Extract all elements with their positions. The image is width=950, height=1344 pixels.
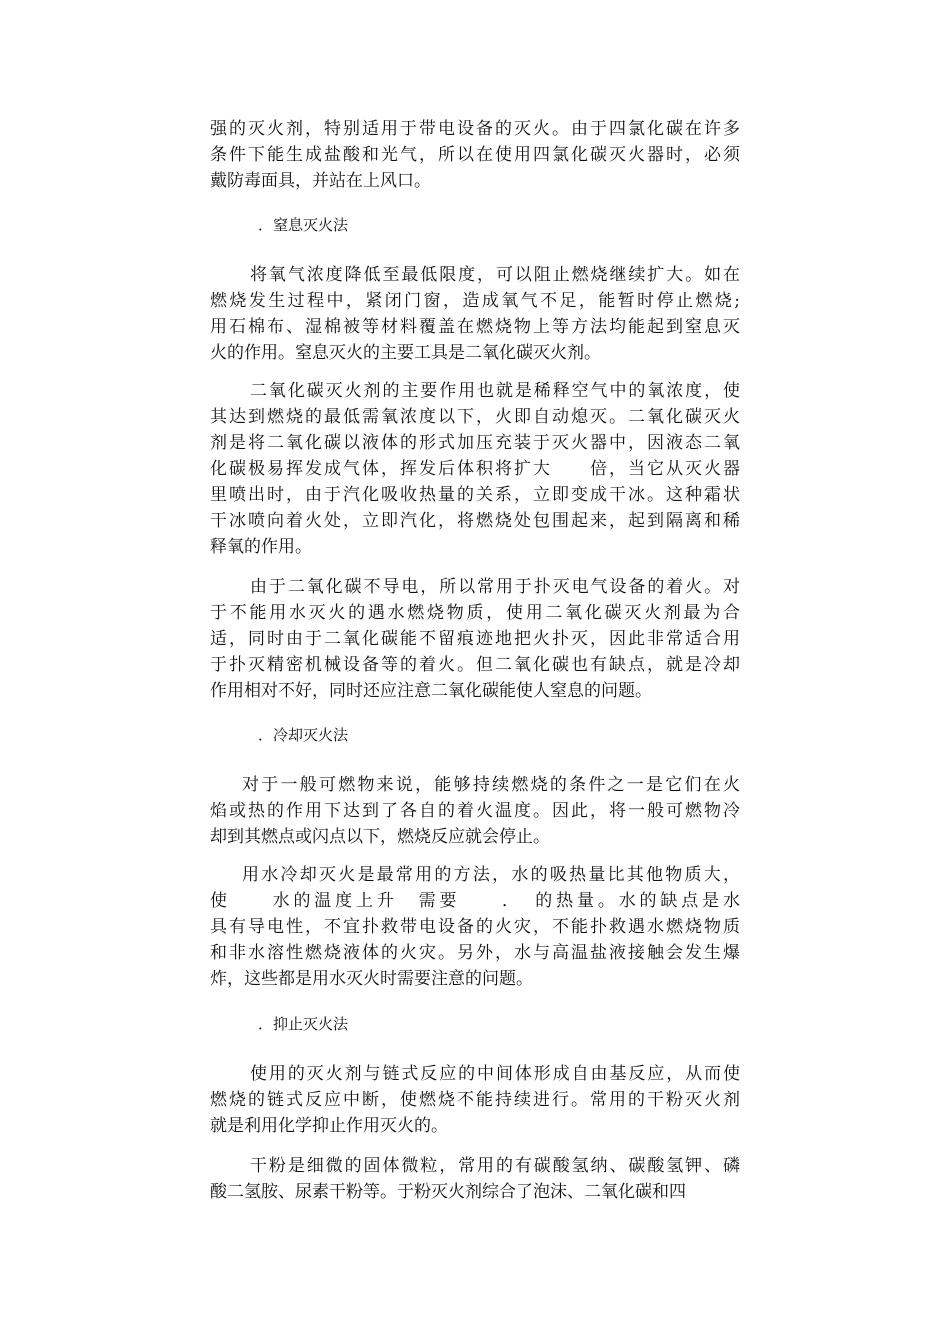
paragraph-line: 燃烧发生过程中，紧闭门窗，造成氧气不足，能暂时停止燃烧; (210, 291, 740, 311)
paragraph-line: 对于一般可燃物来说，能够持续燃烧的条件之一是它们在火 (242, 775, 740, 795)
paragraph-line: 条件下能生成盐酸和光气，所以在使用四氯化碳灭火器时，必须 (210, 145, 740, 165)
paragraph-line: 使 水的温度上升 需要 ． 的热量。水的缺点是水 (210, 891, 740, 911)
paragraph-line: 酸二氢胺、尿素干粉等。于粉灭火剂综合了泡沫、二氧化碳和四 (210, 1182, 686, 1202)
paragraph-line: 火的作用。窒息灭火的主要工具是二氧化碳灭火剂。 (210, 343, 601, 363)
paragraph-line: 焰或热的作用下达到了各自的着火温度。因此，将一般可燃物冷 (210, 801, 740, 821)
paragraph-line: 戴防毒面具，并站在上风口。 (210, 171, 431, 191)
paragraph-line: 用水冷却灭火是最常用的方法，水的吸热量比其他物质大， (242, 865, 740, 885)
paragraph-line: 于不能用水灭火的遇水燃烧物质，使用二氧化碳灭火剂最为合 (210, 603, 740, 623)
paragraph-line: 作用相对不好，同时还应注意二氧化碳能使人窒息的问题。 (210, 681, 652, 701)
paragraph-line: 剂是将二氧化碳以液体的形式加压充装于灭火器中，因液态二氧 (210, 433, 740, 453)
paragraph-line: 释氧的作用。 (210, 537, 312, 557)
paragraph-line: 化碳极易挥发成气体，挥发后体积将扩大 倍，当它从灭火器 (210, 459, 740, 479)
paragraph-line: 适，同时由于二氧化碳能不留痕迹地把火扑灭，因此非常适合用 (210, 629, 740, 649)
paragraph-line: 具有导电性，不宜扑救带电设备的火灾，不能扑救遇水燃烧物质 (210, 917, 740, 937)
paragraph-line: 炸，这些都是用水灭火时需要注意的问题。 (210, 969, 533, 989)
paragraph-line: 强的灭火剂，特别适用于带电设备的灭火。由于四氯化碳在许多 (210, 119, 740, 139)
paragraph-line: 其达到燃烧的最低需氧浓度以下，火即自动熄灭。二氧化碳灭火 (210, 407, 740, 427)
paragraph-line: 燃烧的链式反应中断，使燃烧不能持续进行。常用的干粉灭火剂 (210, 1090, 740, 1110)
section-heading: ．窒息灭火法 (258, 216, 349, 234)
paragraph-line: 二氧化碳灭火剂的主要作用也就是稀释空气中的氧浓度，使 (250, 381, 740, 401)
paragraph-line: 却到其燃点或闪点以下，燃烧反应就会停止。 (210, 827, 550, 847)
paragraph-line: 由于二氧化碳不导电，所以常用于扑灭电气设备的着火。对 (250, 577, 740, 597)
paragraph-line: 就是利用化学抑止作用灭火的。 (210, 1116, 448, 1136)
section-heading: ．冷却灭火法 (258, 726, 349, 744)
paragraph-line: 将氧气浓度降低至最低限度，可以阻止燃烧继续扩大。如在 (250, 265, 740, 285)
section-heading: ．抑止灭火法 (258, 1015, 349, 1033)
paragraph-line: 于扑灭精密机械设备等的着火。但二氧化碳也有缺点，就是冷却 (210, 655, 740, 675)
paragraph-line: 干冰喷向着火处，立即汽化，将燃烧处包围起来，起到隔离和稀 (210, 511, 740, 531)
paragraph-line: 用石棉布、湿棉被等材料覆盖在燃烧物上等方法均能起到窒息灭 (210, 317, 740, 337)
paragraph-line: 里喷出时，由于汽化吸收热量的关系，立即变成干冰。这种霜状 (210, 485, 740, 505)
paragraph-line: 和非水溶性燃烧液体的火灾。另外，水与高温盐液接触会发生爆 (210, 943, 740, 963)
paragraph-line: 使用的灭火剂与链式反应的中间体形成自由基反应，从而使 (250, 1064, 740, 1084)
paragraph-line: 干粉是细微的固体微粒，常用的有碳酸氢纳、碳酸氢钾、磷 (250, 1156, 740, 1176)
